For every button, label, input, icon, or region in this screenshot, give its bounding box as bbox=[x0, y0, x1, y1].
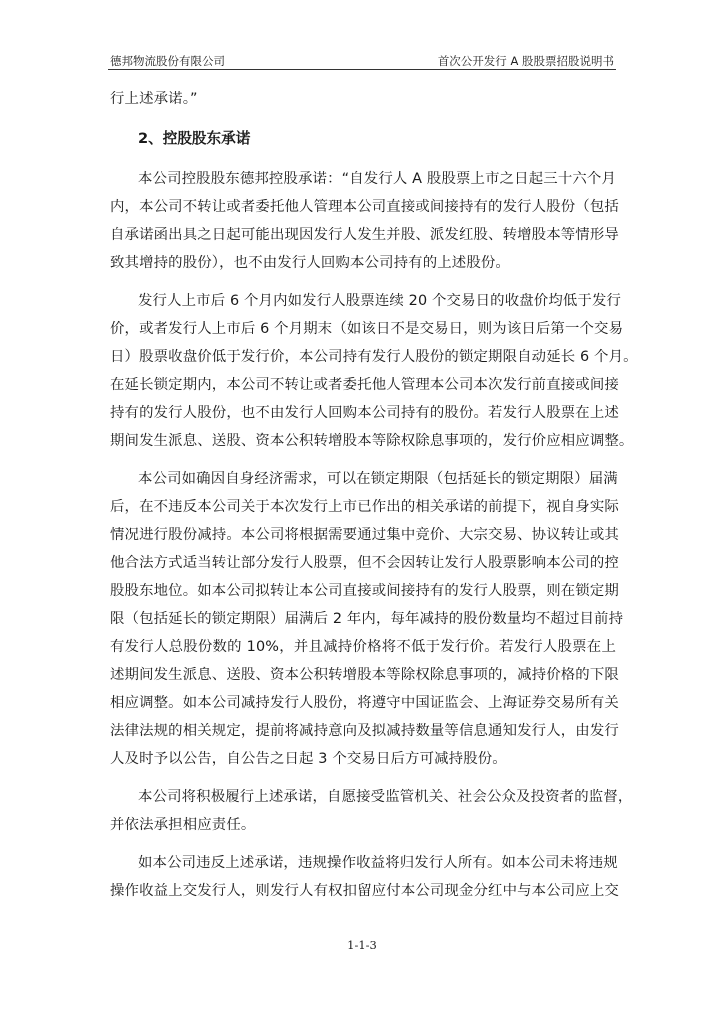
paragraph-2-line: 在延长锁定期内，本公司不转让或者委托他人管理本公司本次发行前直接或间接 bbox=[110, 377, 619, 393]
paragraph-1-line: 本公司控股股东德邦控股承诺：“自发行人 A 股股票上市之日起三十六个月 bbox=[138, 171, 616, 187]
paragraph-3-line: 人及时予以公告，自公告之日起 3 个交易日后方可减持股份。 bbox=[110, 751, 507, 767]
paragraph-5-line: 如本公司违反上述承诺，违规操作收益将归发行人所有。如本公司未将违规 bbox=[138, 855, 618, 871]
paragraph-4-line: 本公司将积极履行上述承诺，自愿接受监管机关、社会公众及投资者的监督， bbox=[138, 789, 633, 805]
paragraph-3-line: 情况进行股份减持。本公司将根据需要通过集中竞价、大宗交易、协议转让或其 bbox=[110, 527, 619, 543]
paragraph-3-line: 股股东地位。如本公司拟转让本公司直接或间接持有的发行人股票，则在锁定期 bbox=[110, 583, 619, 599]
paragraph-3-line: 有发行人总股份数的 10%，并且减持价格将不低于发行价。若发行人股票在上 bbox=[110, 639, 616, 655]
paragraph-2-line: 日）股票收盘价低于发行价，本公司持有发行人股份的锁定期限自动延长 6 个月。 bbox=[110, 349, 638, 365]
paragraph-1-line: 自承诺函出具之日起可能出现因发行人发生并股、派发红股、转增股本等情形导 bbox=[110, 227, 619, 243]
paragraph-3-line: 本公司如确因自身经济需求，可以在锁定期限（包括延长的锁定期限）届满 bbox=[138, 471, 618, 487]
paragraph-1-line: 内，本公司不转让或者委托他人管理本公司直接或间接持有的发行人股份（包括 bbox=[110, 199, 619, 215]
paragraph-2-line: 价，或者发行人上市后 6 个月期末（如该日不是交易日，则为该日后第一个交易 bbox=[110, 321, 624, 337]
page-header bbox=[108, 49, 616, 70]
paragraph-3-line: 后，在不违反本公司关于本次发行上市已作出的相关承诺的前提下，视自身实际 bbox=[110, 499, 619, 515]
header-company-name: 德邦物流股份有限公司 bbox=[110, 54, 225, 68]
paragraph-2-line: 期间发生派息、送股、资本公积转增股本等除权除息事项的，发行价应相应调整。 bbox=[110, 433, 634, 449]
paragraph-4-line: 并依法承担相应责任。 bbox=[110, 817, 256, 833]
paragraph-3-line: 限（包括延长的锁定期限）届满后 2 年内，每年减持的股份数量均不超过目前持 bbox=[110, 611, 624, 627]
paragraph-3-line: 他合法方式适当转让部分发行人股票，但不会因转让发行人股票影响本公司的控 bbox=[110, 555, 619, 571]
paragraph-2-line: 持有的发行人股份，也不由发行人回购本公司持有的股份。若发行人股票在上述 bbox=[110, 405, 619, 421]
paragraph-3-line: 法律法规的相关规定，提前将减持意向及拟减持数量等信息通知发行人，由发行 bbox=[110, 723, 619, 739]
paragraph-3-line: 相应调整。如本公司减持发行人股份，将遵守中国证监会、上海证券交易所有关 bbox=[110, 695, 619, 711]
page-number: 1-1-3 bbox=[347, 938, 377, 952]
paragraph-5-line: 操作收益上交发行人，则发行人有权扣留应付本公司现金分红中与本公司应上交 bbox=[110, 883, 619, 899]
lead-line: 行上述承诺。” bbox=[110, 91, 198, 107]
paragraph-2-line: 发行人上市后 6 个月内如发行人股票连续 20 个交易日的收盘价均低于发行 bbox=[138, 293, 622, 309]
header-document-title: 首次公开发行 A 股股票招股说明书 bbox=[437, 54, 614, 68]
section-heading: 2、控股股东承诺 bbox=[138, 130, 251, 147]
paragraph-1-line: 致其增持的股份），也不由发行人回购本公司持有的上述股份。 bbox=[110, 255, 510, 271]
paragraph-3-line: 述期间发生派息、送股、资本公积转增股本等除权除息事项的，减持价格的下限 bbox=[110, 667, 619, 683]
